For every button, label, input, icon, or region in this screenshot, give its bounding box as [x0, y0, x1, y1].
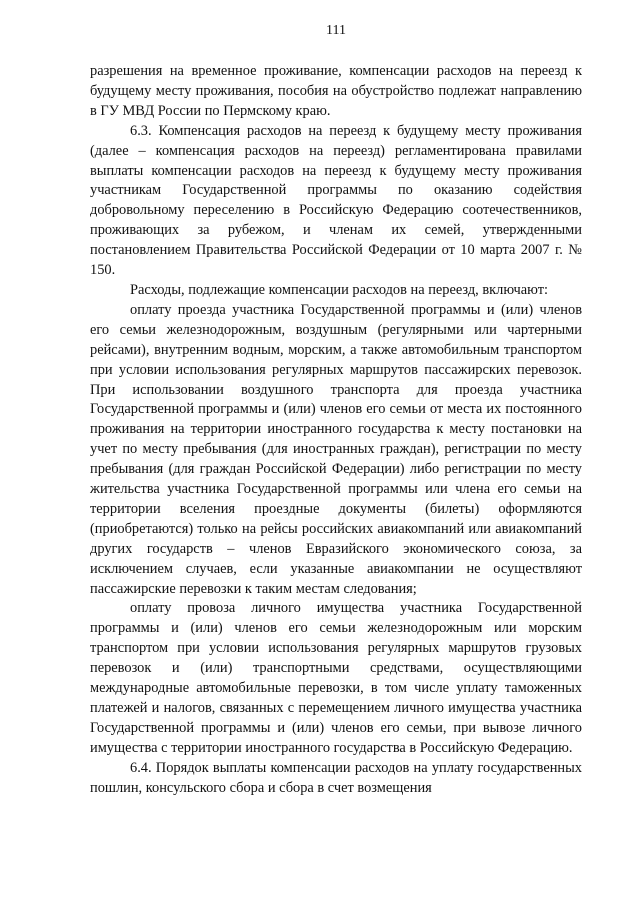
paragraph-expenses-intro: Расходы, подлежащие компенсации расходов на переезд, включают:	[130, 281, 549, 298]
page-number: 111	[326, 23, 346, 38]
paragraph-travel-payment: оплату проезда участника Государственной программы и (или) членов его семьи железнодорожным, воздушным (регулярными или чартерными рейсами), внутренним водным, морским, а также автомобильным транспортом при условии использования регулярных маршрутов пассажирских перевозок. При использовании воздушного транспорта для проезда участника Государственной программы и (или) членов его семьи от места их постоянного проживания на территории иностранного государства к месту постановки на учет по месту пребывания (для иностранных граждан), регистрации по месту пребывания (для граждан Российской Федерации) либо регистрации по месту жительства участника Государственной программы или члена его семьи на территории вселения проездные документы (билеты) оформляются (приобретаются) только на рейсы российских авиакомпаний или авиакомпаний других государств – членов Евразийского экономического союза, за исключением случаев, если указанные авиакомпании не осуществляют пассажирские перевозки к таким местам следования;	[90, 301, 582, 597]
paragraph-6-3: 6.3. Компенсация расходов на переезд к будущему месту проживания (далее – компенсация расходов на переезд) регламентирована правилами выплаты компенсации расходов на переезд к будущему месту проживания участникам Государственной программы по оказанию содействия добровольному переселению в Российскую Федерацию соотечественников, проживающих за рубежом, и членам их семей, утвержденными постановлением Правительства Российской Федерации от 10 марта 2007 г. № 150.	[90, 122, 582, 279]
paragraph-continuation: разрешения на временное проживание, компенсации расходов на переезд к будущему месту проживания, пособия на обустройство подлежат направлению в ГУ МВД России по Пермскому краю.	[90, 63, 582, 119]
paragraph-6-4: 6.4. Порядок выплаты компенсации расходов на уплату государственных пошлин, консульского сбора и сбора в счет возмещения	[90, 759, 582, 796]
paragraph-property-transport: оплату провоза личного имущества участника Государственной программы и (или) членов его семьи железнодорожным или морским транспортом при условии использования регулярных маршрутов грузовых перевозок и (или) транспортными средствами, осуществляющими международные автомобильные перевозки, в том числе уплату таможенных платежей и налогов, связанных с перемещением личного имущества участника Государственной программы и (или) членов его семьи, при вывозе личного имущества с территории иностранного государства в Российскую Федерацию.	[90, 600, 582, 756]
body-text	[90, 62, 582, 799]
